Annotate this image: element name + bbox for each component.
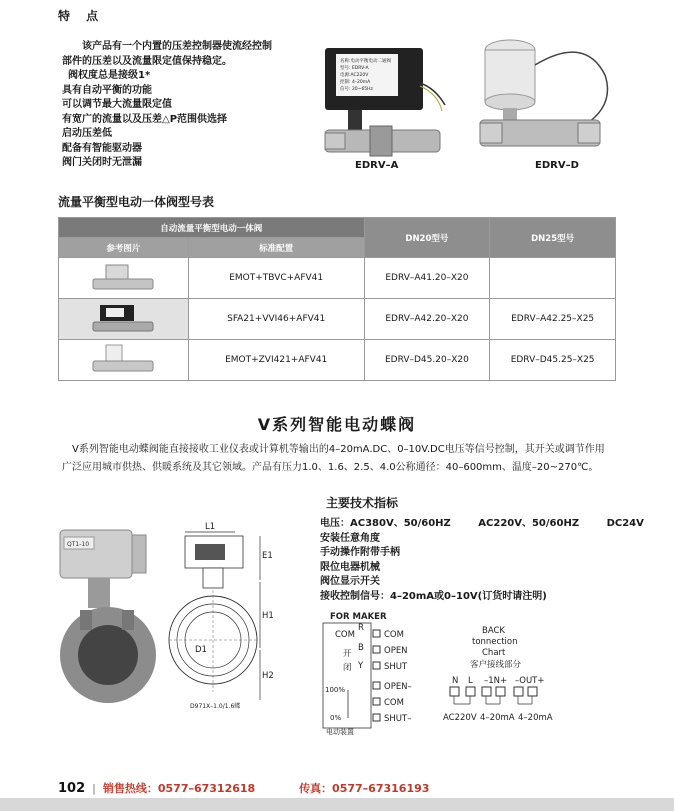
valve-thumb-icon [88, 261, 158, 293]
plate-line: 电源:AC220V [340, 73, 369, 78]
v-series-description [62, 441, 622, 477]
back-terminals [450, 687, 537, 704]
col-dn25: DN25型号 [490, 218, 616, 258]
feature-line: 该产品有一个内置的压差控制器使流经控制 [82, 41, 272, 52]
maker-close: 闭 [343, 663, 352, 673]
back-term: L [468, 676, 473, 686]
plate-line: 名称:电动平衡电动二通阀 [340, 59, 392, 64]
edrv-a-product-image [320, 38, 450, 173]
back-title-line: Chart [482, 648, 506, 658]
spec-voltage [320, 517, 644, 532]
row-image [59, 299, 189, 340]
maker-pct0: 0% [330, 714, 342, 722]
maker-term: OPEN– [384, 682, 412, 692]
row-dn25: EDRV–D45.25–X25 [490, 340, 616, 381]
spec-voltage-dc: DC24V [606, 518, 644, 529]
maker-term: COM [384, 698, 404, 708]
page-number: 102 [58, 781, 86, 796]
back-term: –OUT+ [515, 676, 545, 686]
dim-h1: H1 [262, 611, 274, 621]
table-row [59, 299, 616, 340]
spec-line: 安装任意角度 [320, 532, 380, 544]
feature-line: 具有自动平衡的功能 [62, 84, 152, 96]
col-config: 标准配置 [188, 238, 364, 258]
v-series-title: V系列智能电动蝶阀 [257, 415, 417, 434]
feature-line: 配备有智能驱动器 [62, 142, 142, 154]
footer: 102 | 销售热线：0577–67312618 传真：0577–67316193 [58, 781, 430, 796]
edrv-a-label: EDRV–A [355, 160, 399, 171]
maker-title: FOR MAKER [330, 612, 387, 622]
row-dn25 [490, 258, 616, 299]
dim-h2: H2 [262, 671, 274, 681]
table-row [59, 258, 616, 299]
model-table-title: 流量平衡型电动一体阀型号表 [58, 195, 215, 209]
v-para-line: 广泛应用城市供热、供暖系统及其它领域。产品有压力1.0、1.6、2.5、4.0公称通径：40–600mm、温度–20~270℃。 [62, 462, 599, 473]
back-term: N [452, 676, 459, 686]
feature-line: 阀门关闭时无泄漏 [62, 157, 142, 168]
back-term: –1N+ [484, 676, 508, 686]
features-list [62, 40, 312, 171]
sales-hotline: 销售热线：0577–67312618 [102, 782, 256, 795]
maker-term: OPEN [384, 646, 408, 656]
row-dn20: EDRV–D45.20–X20 [364, 340, 490, 381]
row-config: SFA21+VVI46+AFV41 [188, 299, 364, 340]
spec-voltage-ac220: AC220V、50/60HZ [478, 518, 580, 529]
butterfly-valve-image [50, 525, 160, 715]
maker-terminals [373, 630, 412, 724]
row-dn20: EDRV–A41.20–X20 [364, 258, 490, 299]
drawing-caption: D971X–1.0/1.6蝶 [190, 703, 241, 710]
model-table [58, 217, 616, 381]
maker-term: COM [384, 630, 404, 640]
back-title-line: BACK [482, 626, 506, 636]
back-title-line: tonnection [472, 637, 518, 647]
feature-line: 启动压差低 [62, 128, 112, 139]
dimension-drawing [165, 520, 305, 715]
maker-com-left: COM [335, 630, 355, 640]
back-bottom: AC220V [443, 713, 477, 723]
row-dn20: EDRV–A42.20–X20 [364, 299, 490, 340]
group-header: 自动流量平衡型电动一体阀 [59, 218, 365, 238]
table-header-row [59, 218, 616, 238]
features-title: 特 点 [58, 9, 105, 23]
spec-line: 手动操作附带手柄 [320, 547, 400, 558]
v-para-line: V系列智能电动蝶阀能直接接收工业仪表或计算机等输出的4–20mA.DC、0–10V.DC电压等信号控制，其开关或调节作用 [72, 444, 605, 455]
row-image [59, 340, 189, 381]
maker-wiring-diagram [318, 610, 438, 735]
customer-wiring-diagram [440, 625, 560, 725]
specs-list [320, 517, 644, 604]
maker-pct100: 100% [325, 686, 346, 694]
spec-line: 阀位显示开关 [320, 576, 380, 587]
maker-open: 开 [343, 649, 352, 659]
plate-line: 信号: 20~65Hz [340, 87, 373, 92]
feature-line: 可以调节最大流量限定值 [62, 99, 172, 110]
dim-e1: E1 [262, 551, 273, 561]
edrv-d-label: EDRV–D [535, 160, 579, 171]
col-dn20: DN20型号 [364, 218, 490, 258]
back-customer: 客户接线部分 [470, 660, 522, 670]
maker-term: SHUT– [384, 714, 412, 724]
actuator-plate: QT1-10 [67, 541, 90, 548]
spec-line: 限位电器机械 [320, 561, 380, 573]
maker-y: Y [358, 661, 364, 671]
edrv-d-product-image [475, 30, 615, 165]
feature-line: 有宽广的流量以及压差△P范围供选择 [62, 113, 228, 125]
back-bottom: 4–20mA [480, 713, 515, 723]
row-dn25: EDRV–A42.25–X25 [490, 299, 616, 340]
row-image [59, 258, 189, 299]
footer-band [0, 798, 674, 811]
dim-d1: D1 [195, 645, 207, 655]
row-config: EMOT+TBVC+AFV41 [188, 258, 364, 299]
row-config: EMOT+ZVI421+AFV41 [188, 340, 364, 381]
maker-r: R [358, 623, 364, 633]
fax-number: 传真：0577–67316193 [299, 782, 430, 795]
plate-line: 控制: 4–20mA [340, 80, 371, 85]
maker-term: SHUT [384, 662, 408, 672]
feature-line: 部件的压差以及流量限定值保持稳定。 [62, 55, 232, 67]
valve-thumb-icon [88, 343, 158, 375]
specs-title: 主要技术指标 [326, 496, 399, 510]
maker-device: 电动装置 [326, 728, 354, 735]
plate-line: 型号: EDRV-A [340, 66, 369, 71]
feature-line: 阀权度总是接级1* [68, 70, 151, 81]
spec-line: 接收控制信号：4–20mA或0–10V(订货时请注明) [320, 590, 547, 602]
maker-b: B [358, 643, 364, 653]
spec-voltage-ac380: 电压：AC380V、50/60HZ [320, 518, 451, 529]
col-image: 参考图片 [59, 238, 189, 258]
back-bottom: 4–20mA [518, 713, 553, 723]
dim-l1: L1 [205, 522, 216, 532]
valve-thumb-icon [88, 302, 158, 334]
table-row [59, 340, 616, 381]
